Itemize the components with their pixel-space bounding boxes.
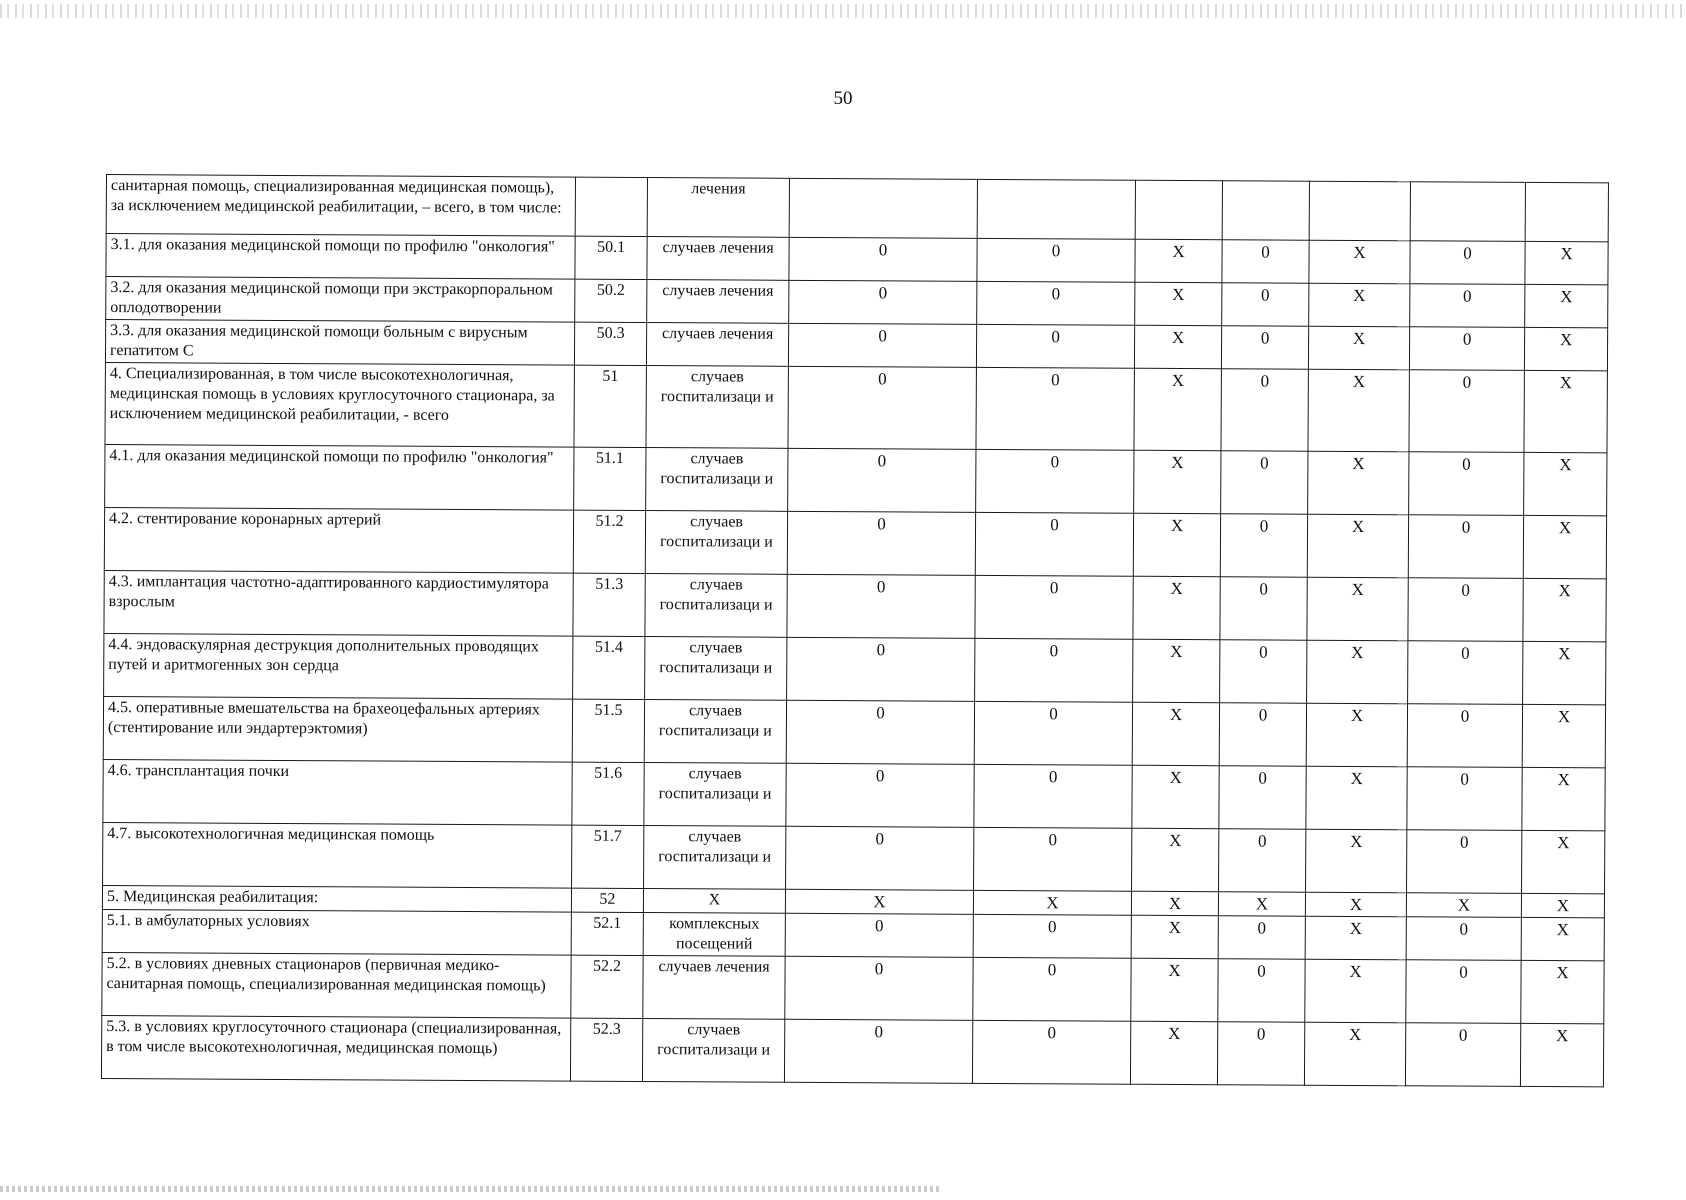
- row-unit-cell: случаев лечения: [647, 237, 789, 281]
- value-cell: X: [1132, 702, 1219, 765]
- value-cell: 0: [1409, 370, 1524, 453]
- value-cell: 0: [1407, 704, 1522, 768]
- value-cell: 0: [1221, 326, 1308, 369]
- table-row: [105, 362, 1607, 452]
- row-unit-cell: случаев госпитализаци и: [644, 763, 786, 827]
- value-cell: X: [1305, 892, 1406, 917]
- row-name-cell: 4.7. высокотехнологичная медицинская помощь: [103, 822, 572, 888]
- row-unit-cell: случаев госпитализаци и: [645, 574, 787, 638]
- value-cell: [1410, 182, 1525, 242]
- row-name-cell: 4.2. стентирование коронарных артерий: [104, 507, 573, 573]
- value-cell: X: [1132, 765, 1219, 828]
- value-cell: [1309, 181, 1410, 241]
- value-cell: 0: [974, 827, 1132, 891]
- row-code-cell: 51: [574, 365, 646, 447]
- value-cell: X: [1134, 325, 1221, 368]
- value-cell: 0: [1408, 578, 1523, 642]
- value-cell: X: [1132, 828, 1219, 891]
- row-name-cell: 3.2. для оказания медицинской помощи при экстракорпоральном оплодотворении: [106, 277, 575, 323]
- value-cell: 0: [974, 701, 1132, 765]
- value-cell: 0: [784, 1020, 972, 1084]
- value-cell: X: [1308, 451, 1409, 515]
- value-cell: X: [1305, 959, 1406, 1023]
- row-unit-cell: случаев лечения: [646, 323, 788, 367]
- scan-edge-top: [0, 4, 1686, 18]
- value-cell: X: [1133, 639, 1220, 702]
- value-cell: X: [1524, 452, 1607, 515]
- value-cell: 0: [1217, 1022, 1304, 1085]
- value-cell: [1135, 180, 1222, 239]
- row-unit-cell: случаев госпитализаци и: [646, 366, 788, 449]
- value-cell: X: [1523, 578, 1606, 641]
- value-cell: 0: [789, 237, 977, 281]
- value-cell: X: [785, 889, 973, 914]
- value-cell: 0: [975, 512, 1133, 576]
- value-cell: X: [1307, 577, 1408, 641]
- value-cell: 0: [787, 574, 975, 638]
- value-cell: X: [1309, 240, 1410, 284]
- value-cell: X: [1304, 1022, 1405, 1086]
- value-cell: X: [1521, 918, 1604, 961]
- value-cell: X: [1523, 515, 1606, 578]
- row-name-cell: 4. Специализированная, в том числе высокотехнологичная, медицинская помощь в условиях круглосуточного стационара, за исключением медицинской реабилитации, - всего: [105, 362, 574, 447]
- value-cell: 0: [1222, 240, 1309, 283]
- row-unit-cell: случаев лечения: [647, 280, 789, 324]
- table-row: [101, 1016, 1603, 1087]
- row-code-cell: 52: [571, 888, 643, 913]
- row-code-cell: 51.1: [574, 447, 646, 510]
- value-cell: X: [1524, 327, 1607, 370]
- value-cell: 0: [977, 238, 1135, 282]
- table-row-continuation: [106, 175, 1608, 242]
- value-cell: 0: [1221, 451, 1308, 514]
- value-cell: 0: [974, 764, 1132, 828]
- row-name-cell: 4.1. для оказания медицинской помощи по профилю "онкология": [105, 444, 574, 510]
- value-cell: 0: [788, 448, 976, 512]
- value-cell: 0: [788, 323, 976, 367]
- value-cell: X: [1308, 369, 1409, 452]
- value-cell: 0: [789, 280, 977, 324]
- row-code-cell: 50.1: [575, 236, 647, 279]
- value-cell: 0: [1220, 640, 1307, 703]
- row-code-cell: 50.3: [574, 322, 646, 365]
- value-cell: X: [1305, 916, 1406, 960]
- row-name-cell: 4.5. оперативные вмешательства на брахеоцефальных артериях (стентирование или эндартерэктомия): [103, 696, 572, 762]
- value-cell: [1222, 181, 1309, 240]
- value-cell: X: [1307, 640, 1408, 704]
- value-cell: X: [1525, 284, 1608, 327]
- row-code-cell: 51.7: [572, 825, 644, 888]
- value-cell: X: [1524, 370, 1607, 452]
- value-cell: X: [1133, 576, 1220, 639]
- row-unit-cell: случаев лечения: [643, 956, 785, 1020]
- value-cell: X: [1306, 829, 1407, 893]
- value-cell: 0: [1408, 515, 1523, 579]
- row-code-cell: 51.4: [573, 636, 645, 699]
- row-unit-cell: лечения: [647, 178, 789, 238]
- row-code-cell: 51.3: [573, 573, 645, 636]
- table-row: [104, 570, 1606, 641]
- value-cell: 0: [1408, 641, 1523, 705]
- value-cell: 0: [787, 511, 975, 575]
- value-cell: [1525, 182, 1608, 241]
- value-cell: 0: [1218, 959, 1305, 1022]
- row-name-cell: 5. Медицинская реабилитация:: [102, 885, 571, 912]
- value-cell: 0: [786, 826, 974, 890]
- value-cell: 0: [785, 957, 973, 1021]
- value-cell: 0: [1410, 241, 1525, 285]
- value-cell: X: [1521, 893, 1604, 918]
- value-cell: 0: [972, 1021, 1130, 1085]
- value-cell: X: [1520, 1024, 1603, 1087]
- value-cell: 0: [975, 638, 1133, 702]
- value-cell: [977, 179, 1135, 239]
- value-cell: X: [1308, 326, 1409, 370]
- value-cell: 0: [1218, 916, 1305, 959]
- value-cell: 0: [1219, 703, 1306, 766]
- table-row: [103, 822, 1605, 893]
- value-cell: 0: [787, 637, 975, 701]
- row-code-cell: [575, 177, 647, 236]
- value-cell: 0: [786, 700, 974, 764]
- value-cell: X: [1521, 961, 1604, 1024]
- value-cell: 0: [973, 915, 1131, 959]
- value-cell: 0: [1409, 327, 1524, 371]
- value-cell: 0: [1220, 514, 1307, 577]
- row-code-cell: 51.2: [573, 510, 645, 573]
- row-name-cell: санитарная помощь, специализированная медицинская помощь), за исключением медицинской реабилитации, – всего, в том числе:: [106, 175, 575, 237]
- value-cell: X: [1406, 893, 1521, 918]
- table-row: [103, 759, 1605, 830]
- row-code-cell: 52.1: [571, 912, 643, 955]
- row-unit-cell: случаев госпитализаци и: [642, 1019, 784, 1083]
- row-name-cell: 3.1. для оказания медицинской помощи по профилю "онкология": [106, 234, 575, 280]
- value-cell: X: [1131, 958, 1218, 1021]
- row-code-cell: 52.3: [570, 1018, 642, 1081]
- value-cell: X: [1134, 368, 1221, 450]
- value-cell: X: [1306, 703, 1407, 767]
- page-number: 50: [833, 88, 853, 109]
- value-cell: X: [1135, 239, 1222, 282]
- value-cell: X: [1525, 241, 1608, 284]
- value-cell: 0: [975, 575, 1133, 639]
- table-row: [103, 696, 1605, 767]
- value-cell: X: [973, 890, 1131, 915]
- row-name-cell: 5.2. в условиях дневных стационаров (первичная медико-санитарная помощь, специализированная медицинская помощь): [102, 953, 571, 1019]
- row-unit-cell: случаев госпитализаци и: [645, 637, 787, 701]
- table-row: [102, 953, 1604, 1024]
- row-unit-cell: случаев госпитализаци и: [644, 700, 786, 764]
- row-unit-cell: комплексных посещений: [643, 913, 785, 957]
- value-cell: 0: [786, 763, 974, 827]
- value-cell: X: [1131, 891, 1218, 916]
- value-cell: 0: [1221, 369, 1308, 451]
- table-row: [104, 633, 1606, 704]
- value-cell: 0: [976, 367, 1134, 450]
- value-cell: 0: [788, 366, 976, 449]
- row-name-cell: 3.3. для оказания медицинской помощи больным с вирусным гепатитом С: [105, 320, 574, 366]
- row-code-cell: 51.6: [572, 762, 644, 825]
- row-code-cell: 50.2: [575, 279, 647, 322]
- table-row: [105, 444, 1607, 515]
- data-table: [101, 174, 1609, 1088]
- value-cell: X: [1131, 915, 1218, 958]
- row-name-cell: 4.4. эндоваскулярная деструкция дополнительных проводящих путей и аритмогенных зон сердца: [104, 633, 573, 699]
- value-cell: 0: [1407, 767, 1522, 831]
- row-unit-cell: X: [643, 889, 785, 914]
- value-cell: X: [1133, 513, 1220, 576]
- value-cell: X: [1134, 450, 1221, 513]
- value-cell: 0: [1407, 830, 1522, 894]
- value-cell: 0: [785, 914, 973, 958]
- table-row: [104, 507, 1606, 578]
- scan-edge-bottom: [0, 1186, 940, 1192]
- table-body: [101, 175, 1608, 1088]
- value-cell: 0: [1406, 917, 1521, 961]
- row-unit-cell: случаев госпитализаци и: [646, 448, 788, 512]
- value-cell: 0: [973, 958, 1131, 1022]
- value-cell: X: [1306, 766, 1407, 830]
- value-cell: 0: [1222, 283, 1309, 326]
- value-cell: 0: [1220, 577, 1307, 640]
- value-cell: X: [1309, 283, 1410, 327]
- row-unit-cell: случаев госпитализаци и: [645, 511, 787, 575]
- value-cell: X: [1522, 704, 1605, 767]
- value-cell: 0: [977, 281, 1135, 325]
- value-cell: X: [1307, 514, 1408, 578]
- row-name-cell: 4.6. трансплантация почки: [103, 759, 572, 825]
- value-cell: 0: [1405, 1023, 1520, 1087]
- value-cell: X: [1135, 282, 1222, 325]
- row-name-cell: 5.1. в амбулаторных условиях: [102, 910, 571, 956]
- value-cell: [789, 178, 977, 238]
- row-code-cell: 52.2: [571, 955, 643, 1018]
- row-unit-cell: случаев госпитализаци и: [644, 826, 786, 890]
- row-name-cell: 5.3. в условиях круглосуточного стационара (специализированная, в том числе высокотехнологичная, медицинская помощь): [101, 1016, 570, 1082]
- value-cell: X: [1522, 830, 1605, 893]
- value-cell: X: [1130, 1021, 1217, 1084]
- value-cell: X: [1522, 767, 1605, 830]
- value-cell: X: [1218, 892, 1305, 917]
- row-code-cell: 51.5: [572, 699, 644, 762]
- value-cell: 0: [1410, 284, 1525, 328]
- value-cell: 0: [1409, 452, 1524, 516]
- value-cell: 0: [976, 449, 1134, 513]
- value-cell: X: [1523, 641, 1606, 704]
- value-cell: 0: [1219, 829, 1306, 892]
- value-cell: 0: [1406, 960, 1521, 1024]
- row-name-cell: 4.3. имплантация частотно-адаптированного кардиостимулятора взрослым: [104, 570, 573, 636]
- value-cell: 0: [976, 324, 1134, 368]
- value-cell: 0: [1219, 766, 1306, 829]
